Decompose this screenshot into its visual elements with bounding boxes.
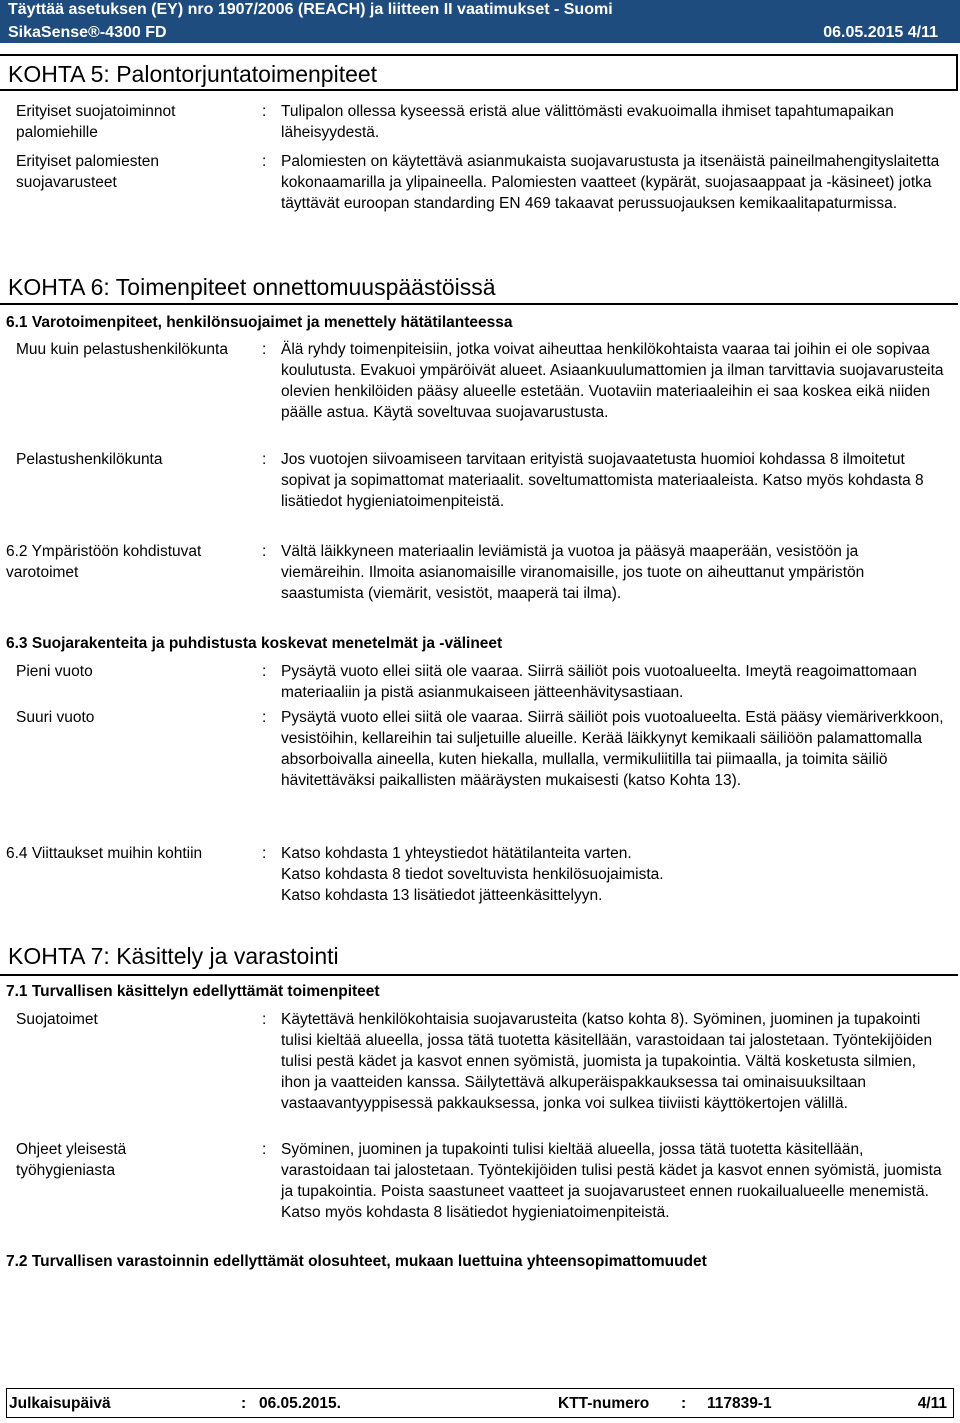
colon: :	[262, 1011, 267, 1028]
value-emergency-responders: Jos vuotojen siivoamiseen tarvitaan erityistä suojavaatetusta huomioi kohdassa 8 ilmoitetut sopivat ja sopimattomat materiaalit. soveltumattomista materiaaleista. Katso myös kohdasta 8 lisätiedot hygieniatoimenpiteistä.	[281, 451, 924, 510]
label-protective-measures: Suojatoimet	[16, 1011, 98, 1028]
value-special-protective-actions: Tulipalon ollessa kyseessä eristä alue välittömästi evakuoimalla ihmiset tapahtumapaikan läheisyydestä.	[281, 103, 894, 141]
footer	[6, 1388, 954, 1418]
footer-sds-number-label: KTT-numero	[558, 1395, 650, 1412]
label-special-protective-actions: Erityiset suojatoiminnot palomiehille	[16, 103, 176, 141]
label-firefighter-equipment: Erityiset palomiesten suojavarusteet	[16, 153, 160, 191]
subsection-7-1-title: 7.1 Turvallisen käsittelyn edellyttämät toimenpiteet	[6, 983, 380, 1000]
header-date-page: 06.05.2015 4/11	[823, 24, 938, 41]
product-header	[0, 21, 960, 43]
label-references-other-sections: 6.4 Viittaukset muihin kohtiin	[6, 845, 203, 862]
footer-colon: :	[681, 1395, 687, 1412]
label-general-hygiene: Ohjeet yleisestä työhygieniasta	[16, 1141, 127, 1179]
value-general-hygiene: Syöminen, juominen ja tupakointi tulisi kieltää alueella, jossa tätä tuotetta käsitellään, varastoidaan tai jalostetaan. Työntekijöiden tulisi pestä kädet ja kasvot ennen syömistä, juomista ja tupakointia. Poista saastuneet vaatteet ja suojavarusteet ennen ruokailualueelle menemistä. Katso myös kohdasta 8 lisätiedot hygieniatoimenpiteistä.	[281, 1141, 942, 1221]
value-large-spill: Pysäytä vuoto ellei siitä ole vaaraa. Siirrä säiliöt pois vuotoalueelta. Estä pääsy viemäriverkkoon, vesistöihin, kellareihin tai suljetuille alueille. Kerää läikkynyt kemikaali säiliöön palamattomalla absorboivalla aineella, kuten hiekalla, mullalla, vermikuliitilla tai piimaalla, ja toimita säiliö hävitettäväksi paikallisten määräysten mukaisesti (katso Kohta 13).	[281, 709, 944, 789]
colon: :	[262, 451, 267, 468]
value-protective-measures: Käytettävä henkilökohtaisia suojavarusteita (katso kohta 8). Syöminen, juominen ja tupakointi tulisi kieltää alueella, jossa tätä tuotetta käsitellään, varastoidaan tai jalostetaan. Työntekijöiden tulisi pestä kädet ja kasvot ennen syömistä, juomista ja tupakointia. Vältä kosketusta silmien, ihon ja vaatteiden kanssa. Säilytettävä alkuperäispakkauksessa tai ominaisuuksiltaan vastaavantyyppisessä pakkauksessa, jonka voi sulkea tiiviisti käyttökertojen välillä.	[281, 1011, 933, 1112]
reference-line: Katso kohdasta 8 tiedot soveltuvista henkilösuojaimista.	[281, 866, 664, 883]
value-non-emergency-personnel: Älä ryhdy toimenpiteisiin, jotka voivat aiheuttaa henkilökohtaista vaaraa tai joihin ei ole sopivaa koulutusta. Evakuoi ympäröivät alueet. Asiaankuulumattomien ja ilman tarvittavia suojavarusteita olevien henkilöiden pääsy alueelle estetään. Vuotaviin materiaaleihin ei saa koskea eikä niiden päälle astua. Käytä soveltuvaa suojavarustusta.	[281, 341, 944, 421]
reference-line: Katso kohdasta 1 yhteystiedot hätätilanteita varten.	[281, 845, 632, 862]
label-environmental-precautions: 6.2 Ympäristöön kohdistuvat varotoimet	[6, 543, 202, 581]
value-environmental-precautions: Vältä läikkyneen materiaalin leviämistä ja vuotoa ja pääsyä maaperään, vesistöön ja viemäreihin. Ilmoita asianomaisille viranomaisille, jos tuote on aiheuttanut ympäristön saastumista (viemärit, vesistöt, maaperä tai ilma).	[281, 543, 865, 602]
footer-sds-number-value: 117839-1	[707, 1395, 772, 1412]
section-7-title: KOHTA 7: Käsittely ja varastointi	[8, 943, 339, 969]
colon: :	[262, 663, 267, 680]
subsection-6-3-title: 6.3 Suojarakenteita ja puhdistusta koskevat menetelmät ja -välineet	[6, 635, 503, 652]
section-6-rule	[0, 303, 958, 305]
colon: :	[262, 845, 267, 862]
footer-page-number: 4/11	[917, 1395, 947, 1412]
label-non-emergency-personnel: Muu kuin pelastushenkilökunta	[16, 341, 228, 358]
label-large-spill: Suuri vuoto	[16, 709, 95, 726]
value-small-spill: Pysäytä vuoto ellei siitä ole vaaraa. Siirrä säiliöt pois vuotoalueelta. Imeytä reagoimattomaan materiaaliin ja pistä asianmukaiseen jätteenhävitysastiaan.	[281, 663, 917, 701]
colon: :	[262, 1141, 267, 1158]
colon: :	[262, 709, 267, 726]
regulation-header: Täyttää asetuksen (EY) nro 1907/2006 (REACH) ja liitteen II vaatimukset - Suomi	[0, 0, 960, 21]
section-6-title: KOHTA 6: Toimenpiteet onnettomuuspäästöissä	[8, 274, 496, 300]
colon: :	[262, 341, 267, 358]
footer-issue-date-value: 06.05.2015.	[259, 1395, 341, 1412]
label-emergency-responders: Pelastushenkilökunta	[16, 451, 163, 468]
colon: :	[262, 103, 267, 120]
reference-line: Katso kohdasta 13 lisätiedot jätteenkäsittelyyn.	[281, 887, 603, 904]
section-7-rule	[0, 974, 958, 976]
label-small-spill: Pieni vuoto	[16, 663, 93, 680]
subsection-7-2-title: 7.2 Turvallisen varastoinnin edellyttämät olosuhteet, mukaan luettuina yhteensopimattomuudet	[6, 1253, 707, 1270]
section-5-title: KOHTA 5: Palontorjuntatoimenpiteet	[0, 54, 958, 91]
product-name: SikaSense®-4300 FD	[8, 24, 167, 41]
colon: :	[262, 153, 267, 170]
footer-issue-date-label: Julkaisupäivä	[9, 1395, 111, 1412]
value-references-other-sections	[281, 843, 945, 906]
colon: :	[262, 543, 267, 560]
footer-colon: :	[241, 1395, 247, 1412]
value-firefighter-equipment: Palomiesten on käytettävä asianmukaista suojavarustusta ja itsenäistä paineilmahengityslaitetta kokonaamarilla ja ylipaineella. Palomiesten vaatteet (kypärät, suojasaappaat ja -käsineet) jotka täyttävät euroopan standarding EN 469 takaavat perussuojauksen kemikaalitapaturmissa.	[281, 153, 940, 212]
subsection-6-1-title: 6.1 Varotoimenpiteet, henkilönsuojaimet ja menettely hätätilanteessa	[6, 314, 513, 331]
